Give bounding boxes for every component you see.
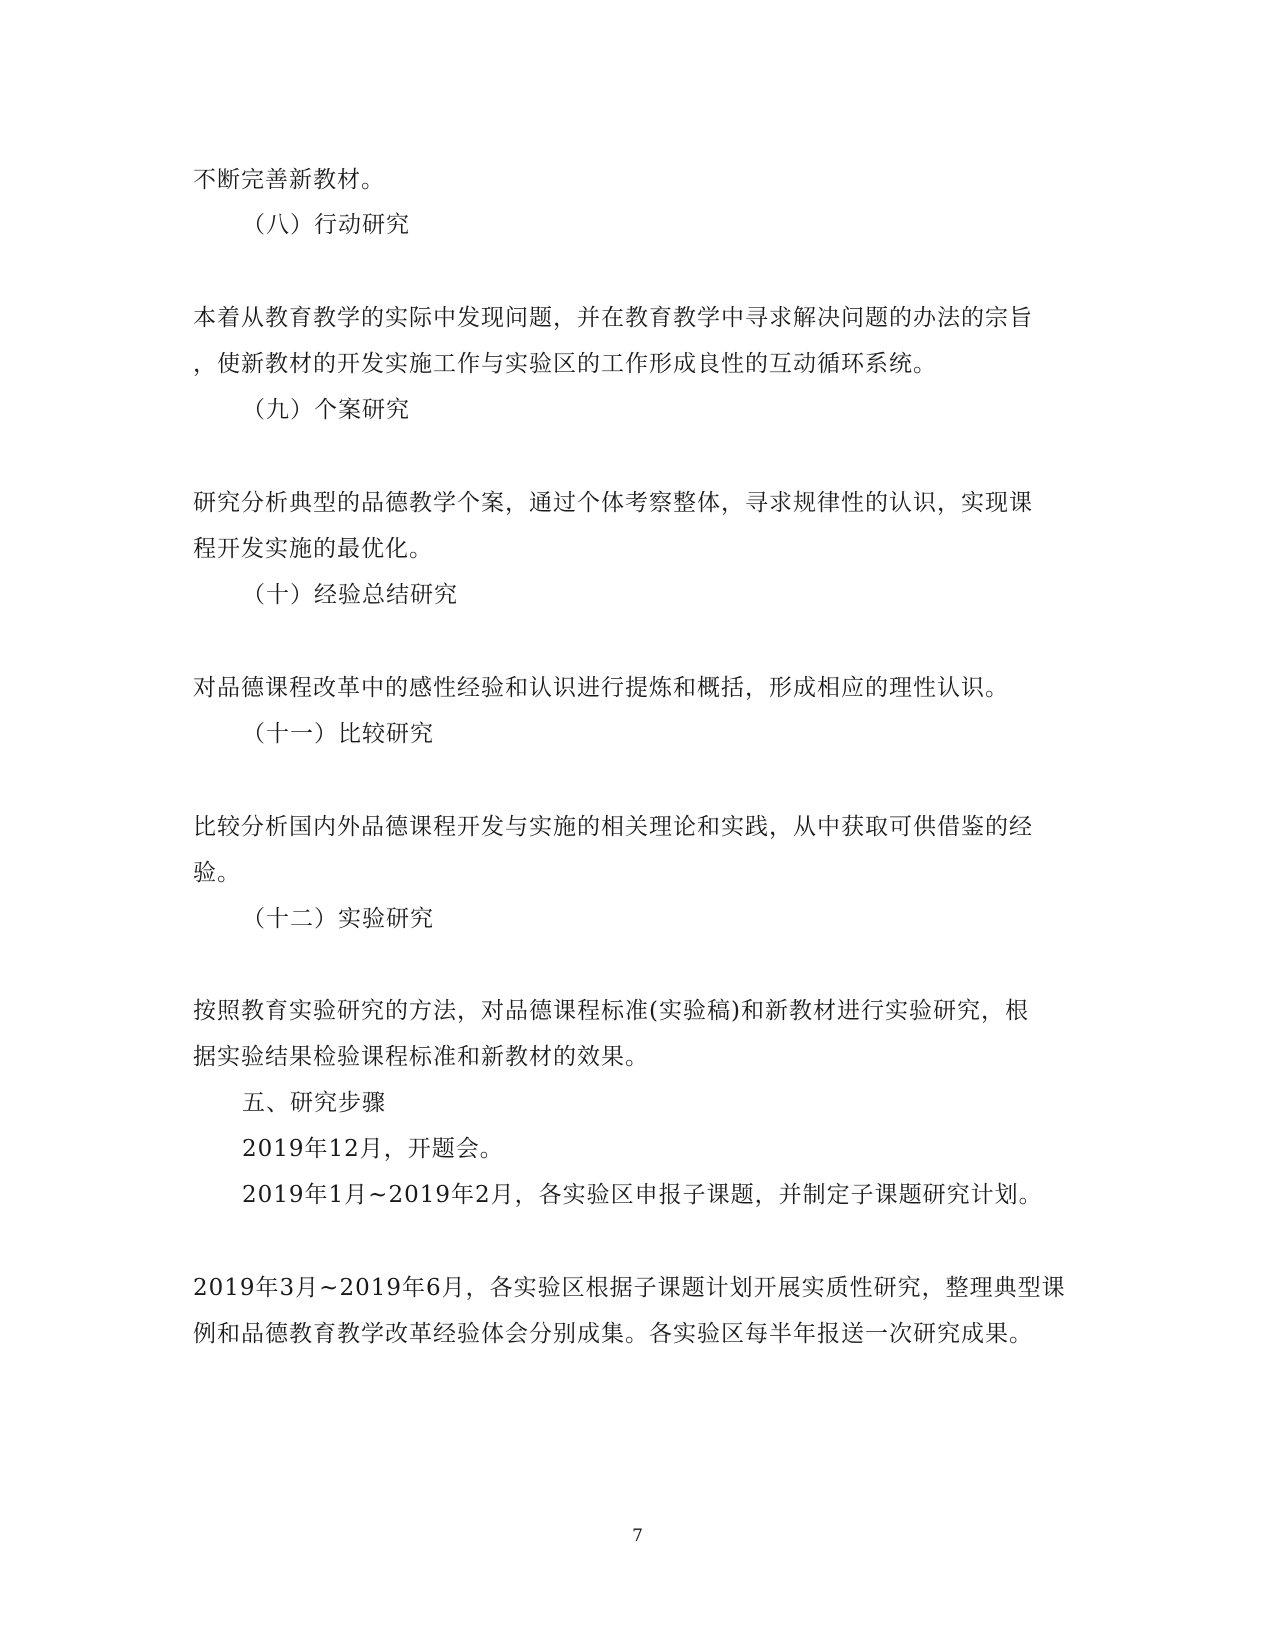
paragraph-line: 不断完善新教材。: [193, 167, 385, 193]
paragraph-line: 2019年1月~2019年2月，各实验区申报子课题，并制定子课题研究计划。: [242, 1182, 1043, 1208]
paragraph-line: 对品德课程改革中的感性经验和认识进行提炼和概括，形成相应的理性认识。: [193, 675, 1009, 701]
section-heading: （九）个案研究: [242, 397, 410, 423]
section-heading: （八）行动研究: [242, 212, 410, 238]
section-heading: （十二）实验研究: [242, 906, 434, 932]
paragraph-line: 按照教育实验研究的方法，对品德课程标准(实验稿)和新教材进行实验研究，根: [193, 998, 1029, 1024]
paragraph-line: 2019年3月~2019年6月，各实验区根据子课题计划开展实质性研究，整理典型课: [193, 1275, 1066, 1301]
paragraph-line: 据实验结果检验课程标准和新教材的效果。: [193, 1044, 649, 1070]
paragraph-line: 2019年12月，开题会。: [242, 1136, 504, 1162]
paragraph-line: ，使新教材的开发实施工作与实验区的工作形成良性的互动循环系统。: [193, 351, 937, 377]
paragraph-line: 程开发实施的最优化。: [193, 536, 433, 562]
section-heading: （十一）比较研究: [242, 721, 434, 747]
paragraph-line: 验。: [193, 860, 241, 886]
page-number: 7: [632, 1526, 643, 1546]
paragraph-line: 例和品德教育教学改革经验体会分别成集。各实验区每半年报送一次研究成果。: [193, 1321, 1033, 1347]
paragraph-line: 本着从教育教学的实际中发现问题，并在教育教学中寻求解决问题的办法的宗旨: [193, 305, 1033, 331]
paragraph-line: 比较分析国内外品德课程开发与实施的相关理论和实践，从中获取可供借鉴的经: [193, 814, 1033, 840]
section-heading: 五、研究步骤: [242, 1090, 386, 1116]
paragraph-line: 研究分析典型的品德教学个案，通过个体考察整体，寻求规律性的认识，实现课: [193, 490, 1033, 516]
section-heading: （十）经验总结研究: [242, 582, 458, 608]
